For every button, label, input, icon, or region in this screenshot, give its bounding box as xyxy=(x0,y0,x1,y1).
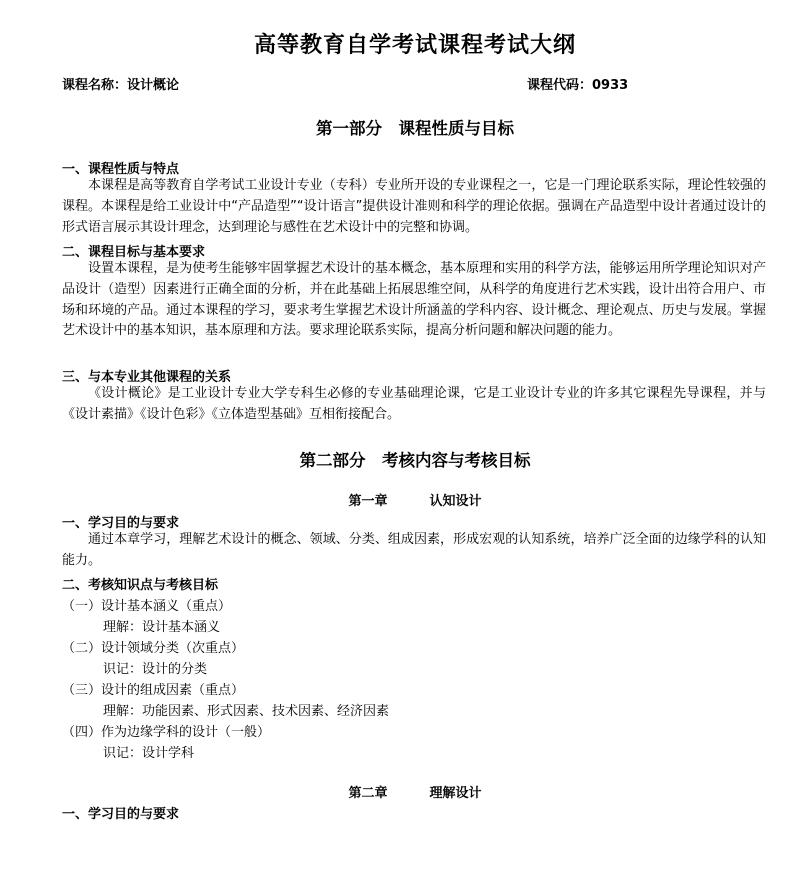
section-heading: 二、考核知识点与考核目标 xyxy=(62,578,219,593)
section-heading: 一、学习目的与要求 xyxy=(62,807,180,822)
section-paragraph: 《设计概论》是工业设计专业大学专科生必修的专业基础理论课，它是工业设计专业的许多其它课程先导课程，并与《设计素描》《设计色彩》《立体造型基础》互相衔接配合。 xyxy=(62,386,766,422)
section-heading: 三、与本专业其他课程的关系 xyxy=(62,370,232,385)
knowledge-point-goal: 识记：设计的分类 xyxy=(103,662,208,677)
knowledge-point-heading: （三）设计的组成因素（重点） xyxy=(62,683,245,698)
knowledge-point-goal: 理解：功能因素、形式因素、技术因素、经济因素 xyxy=(103,704,390,719)
chapter-name: 理解设计 xyxy=(429,786,482,801)
part-one-title: 第一部分 课程性质与目标 xyxy=(316,119,514,138)
knowledge-point-heading: （四）作为边缘学科的设计（一般） xyxy=(62,725,271,740)
document-title: 高等教育自学考试课程考试大纲 xyxy=(253,33,576,58)
section-heading: 一、课程性质与特点 xyxy=(62,162,180,177)
part-two-title: 第二部分 考核内容与考核目标 xyxy=(299,451,531,470)
section-heading: 一、学习目的与要求 xyxy=(62,516,180,531)
section-heading: 二、课程目标与基本要求 xyxy=(62,245,206,260)
chapter-one-title xyxy=(62,490,768,509)
course-code: 课程代码：0933 xyxy=(527,78,629,93)
chapter-name: 认知设计 xyxy=(429,494,482,509)
knowledge-point-heading: （二）设计领域分类（次重点） xyxy=(62,641,245,656)
section-paragraph: 本课程是高等教育自学考试工业设计专业（专科）专业所开设的专业课程之一，它是一门理论联系实际，理论性较强的课程。本课程是给工业设计中“产品造型”“设计语言”提供设计准则和科学的理论依据。强调在产品造型中设计者通过设计的形式语言展示其设计理念，达到理论与感性在艺术设计中的完整和协调。 xyxy=(62,178,766,235)
knowledge-point-goal: 理解：设计基本涵义 xyxy=(103,620,221,635)
section-paragraph: 通过本章学习，理解艺术设计的概念、领域、分类、组成因素，形成宏观的认知系统，培养广泛全面的边缘学科的认知能力。 xyxy=(62,532,766,568)
chapter-number: 第二章 xyxy=(348,786,388,801)
knowledge-point-heading: （一）设计基本涵义（重点） xyxy=(62,599,232,614)
knowledge-point-goal: 识记：设计学科 xyxy=(103,746,195,761)
course-name: 课程名称：设计概论 xyxy=(62,78,180,93)
chapter-two-title xyxy=(62,782,768,801)
chapter-number: 第一章 xyxy=(348,494,388,509)
section-paragraph: 设置本课程，是为使考生能够牢固掌握艺术设计的基本概念，基本原理和实用的科学方法，能够运用所学理论知识对产品设计（造型）因素进行正确全面的分析，并在此基础上拓展思维空间，从科学的角度进行艺术实践，设计出符合用户、市场和环境的产品。通过本课程的学习，要求考生掌握艺术设计所涵盖的学科内容、设计概念、理论观点、历史与发展。掌握艺术设计中的基本知识，基本原理和方法。要求理论联系实际，提高分析问题和解决问题的能力。 xyxy=(62,261,766,339)
